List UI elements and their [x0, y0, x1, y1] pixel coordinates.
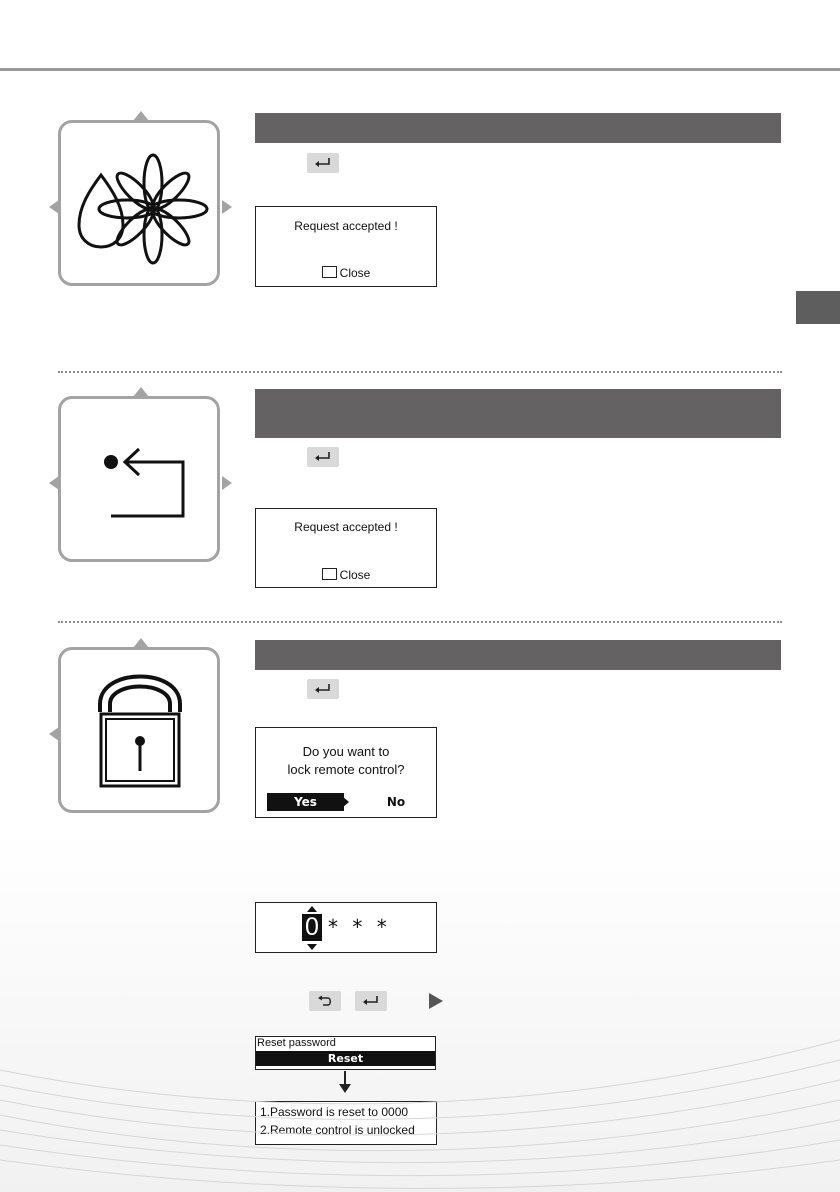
nav-left-icon	[49, 476, 59, 490]
reset-password-title: Reset password	[257, 1037, 336, 1049]
nav-left-icon	[49, 200, 59, 214]
nav-up-icon	[133, 111, 149, 121]
back-key-icon	[322, 568, 337, 580]
close-label: Close	[339, 568, 371, 582]
nav-right-icon	[222, 200, 232, 214]
top-rule	[0, 68, 840, 71]
enter-key-icon	[314, 451, 332, 463]
padlock-icon	[61, 650, 217, 810]
enter-key-icon	[314, 683, 332, 695]
section-header-bar-1	[255, 113, 781, 143]
back-key-icon	[322, 266, 337, 278]
fan-drop-icon	[61, 123, 217, 283]
confirm-line-1: Do you want to	[302, 744, 390, 759]
section-header-bar-2	[255, 389, 781, 438]
nav-left-icon	[49, 727, 59, 741]
password-entry-screen	[255, 902, 437, 953]
reset-result-line-2: 2.Remote control is unlocked	[260, 1123, 415, 1137]
close-row	[256, 568, 436, 582]
confirm-line-2: lock remote control?	[287, 762, 405, 777]
password-digit: 0	[302, 914, 322, 941]
request-accepted-screen-1	[255, 206, 437, 287]
section-header-bar-3	[255, 640, 781, 670]
nav-up-icon	[133, 638, 149, 648]
lock-icon-frame	[58, 647, 220, 813]
decorative-curves	[0, 1000, 840, 1192]
chapter-tab	[796, 291, 840, 324]
nav-up-icon	[133, 387, 149, 397]
enter-key-button	[307, 679, 339, 699]
selector-arrow-icon	[342, 796, 349, 808]
enter-key-button	[307, 153, 339, 173]
section-divider-1	[58, 371, 782, 373]
screen-message: Request accepted !	[294, 520, 398, 534]
reset-result-line-1: 1.Password is reset to 0000	[260, 1105, 409, 1119]
fan-mode-icon-frame	[58, 120, 220, 286]
digit-up-icon	[307, 906, 317, 912]
reset-button-display: Reset	[256, 1051, 435, 1066]
lock-confirm-screen	[255, 727, 437, 818]
return-arrow-icon	[61, 399, 217, 559]
close-row	[256, 266, 436, 280]
no-option: No	[386, 795, 406, 809]
nav-right-icon	[222, 476, 232, 490]
section-divider-2	[58, 621, 782, 623]
return-icon-frame	[58, 396, 220, 562]
screen-message: Request accepted !	[294, 219, 398, 233]
request-accepted-screen-2	[255, 508, 437, 588]
enter-key-icon	[314, 157, 332, 169]
enter-key-button	[307, 447, 339, 467]
digit-down-icon	[307, 944, 317, 950]
yes-option: Yes	[267, 793, 344, 811]
password-masked: * * *	[328, 915, 391, 939]
close-label: Close	[339, 266, 371, 280]
